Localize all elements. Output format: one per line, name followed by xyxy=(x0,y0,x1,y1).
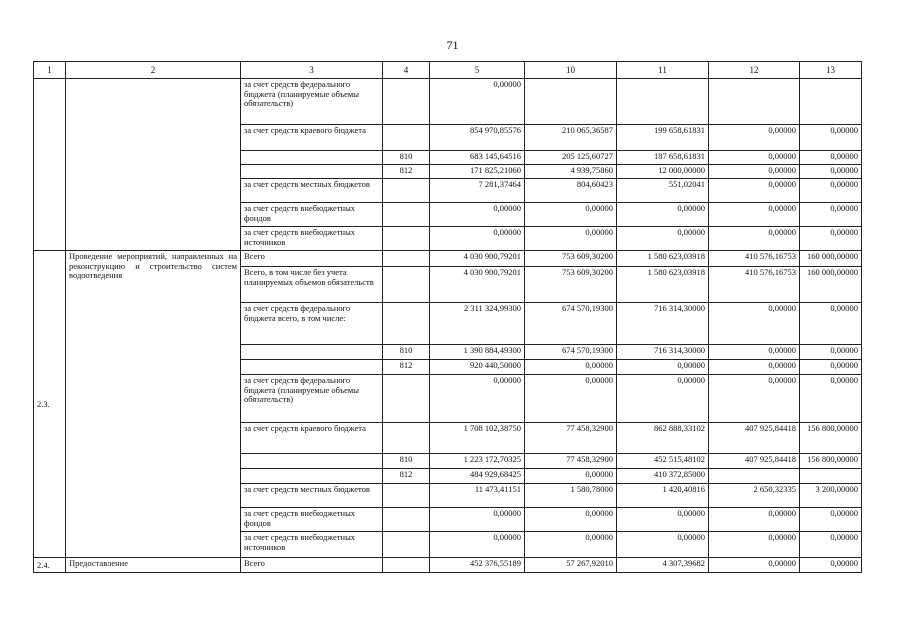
table-row xyxy=(34,251,862,267)
value-cell: 0,00000 xyxy=(800,558,862,573)
row-code xyxy=(383,179,430,203)
value-cell: 0,00000 xyxy=(525,203,617,227)
row-code xyxy=(383,484,430,508)
row-code xyxy=(383,375,430,423)
row-description: за счет средств федерального бюджета (планируемые объемы обязательств) xyxy=(241,375,383,423)
value-cell: 0,00000 xyxy=(617,360,709,375)
value-cell: 210 065,36587 xyxy=(525,125,617,151)
row-description: Всего xyxy=(241,251,383,267)
value-cell: 12 000,00000 xyxy=(617,165,709,179)
value-cell: 0,00000 xyxy=(525,532,617,558)
value-cell: 862 888,33102 xyxy=(617,423,709,454)
row-code xyxy=(383,125,430,151)
value-cell: 171 825,21060 xyxy=(430,165,525,179)
value-cell: 0,00000 xyxy=(709,508,800,532)
row-description: Всего, в том числе без учета планируемых объемов обязательств xyxy=(241,267,383,303)
value-cell: 0,00000 xyxy=(800,532,862,558)
value-cell: 156 800,00000 xyxy=(800,423,862,454)
value-cell: 0,00000 xyxy=(525,375,617,423)
value-cell: 4 307,39682 xyxy=(617,558,709,573)
section-number: 2.3. xyxy=(34,251,66,558)
value-cell: 407 925,84418 xyxy=(709,454,800,469)
value-cell: 0,00000 xyxy=(617,508,709,532)
value-cell: 0,00000 xyxy=(430,227,525,251)
value-cell: 0,00000 xyxy=(709,360,800,375)
value-cell: 187 658,61831 xyxy=(617,151,709,165)
value-cell: 7 281,37464 xyxy=(430,179,525,203)
value-cell xyxy=(800,469,862,484)
row-description xyxy=(241,165,383,179)
value-cell: 683 145,64516 xyxy=(430,151,525,165)
column-header: 13 xyxy=(800,62,862,79)
value-cell: 753 609,30200 xyxy=(525,267,617,303)
value-cell: 0,00000 xyxy=(430,532,525,558)
row-code: 812 xyxy=(383,469,430,484)
value-cell: 0,00000 xyxy=(617,227,709,251)
column-header: 11 xyxy=(617,62,709,79)
row-description: за счет средств федерального бюджета (планируемые объемы обязательств) xyxy=(241,79,383,125)
row-code: 812 xyxy=(383,165,430,179)
value-cell: 0,00000 xyxy=(800,345,862,360)
value-cell: 77 458,32900 xyxy=(525,423,617,454)
value-cell: 0,00000 xyxy=(800,151,862,165)
value-cell: 1 223 172,70325 xyxy=(430,454,525,469)
value-cell: 452 515,48102 xyxy=(617,454,709,469)
column-header: 10 xyxy=(525,62,617,79)
value-cell xyxy=(617,79,709,125)
value-cell: 0,00000 xyxy=(709,558,800,573)
value-cell: 0,00000 xyxy=(709,151,800,165)
value-cell: 0,00000 xyxy=(800,203,862,227)
table-row xyxy=(34,558,862,573)
value-cell: 0,00000 xyxy=(709,375,800,423)
row-description: за счет средств внебюджетных источников xyxy=(241,227,383,251)
value-cell: 484 929,68425 xyxy=(430,469,525,484)
value-cell: 0,00000 xyxy=(800,227,862,251)
row-code: 810 xyxy=(383,151,430,165)
row-code xyxy=(383,267,430,303)
value-cell: 753 609,30200 xyxy=(525,251,617,267)
row-description: за счет средств федерального бюджета всего, в том числе: xyxy=(241,303,383,345)
row-code xyxy=(383,508,430,532)
value-cell: 2 311 324,99300 xyxy=(430,303,525,345)
row-description: за счет средств внебюджетных источников xyxy=(241,532,383,558)
value-cell: 160 000,00000 xyxy=(800,267,862,303)
value-cell: 1 420,40816 xyxy=(617,484,709,508)
row-description: за счет средств внебюджетных фондов xyxy=(241,203,383,227)
value-cell: 0,00000 xyxy=(709,532,800,558)
value-cell: 854 970,85576 xyxy=(430,125,525,151)
header-row xyxy=(34,62,862,79)
value-cell xyxy=(800,79,862,125)
row-code xyxy=(383,303,430,345)
value-cell: 57 267,92010 xyxy=(525,558,617,573)
value-cell: 674 570,19300 xyxy=(525,303,617,345)
row-code xyxy=(383,79,430,125)
value-cell: 716 314,30000 xyxy=(617,345,709,360)
value-cell: 0,00000 xyxy=(800,303,862,345)
value-cell xyxy=(525,79,617,125)
value-cell: 4 030 900,79201 xyxy=(430,251,525,267)
row-code: 810 xyxy=(383,454,430,469)
value-cell: 0,00000 xyxy=(525,469,617,484)
section-name xyxy=(66,79,241,251)
column-header: 12 xyxy=(709,62,800,79)
row-description: за счет средств краевого бюджета xyxy=(241,125,383,151)
value-cell: 0,00000 xyxy=(800,508,862,532)
row-description: за счет средств местных бюджетов xyxy=(241,179,383,203)
value-cell: 0,00000 xyxy=(800,179,862,203)
value-cell: 410 576,16753 xyxy=(709,267,800,303)
budget-table xyxy=(33,61,862,573)
value-cell xyxy=(709,469,800,484)
row-code: 812 xyxy=(383,360,430,375)
row-code xyxy=(383,558,430,573)
value-cell: 0,00000 xyxy=(617,203,709,227)
value-cell: 920 440,50000 xyxy=(430,360,525,375)
value-cell: 11 473,41151 xyxy=(430,484,525,508)
value-cell: 0,00000 xyxy=(800,360,862,375)
row-description: за счет средств местных бюджетов xyxy=(241,484,383,508)
value-cell: 0,00000 xyxy=(800,375,862,423)
column-header: 5 xyxy=(430,62,525,79)
value-cell: 1 390 884,49300 xyxy=(430,345,525,360)
row-code xyxy=(383,203,430,227)
value-cell: 716 314,30000 xyxy=(617,303,709,345)
row-code xyxy=(383,227,430,251)
value-cell: 0,00000 xyxy=(800,165,862,179)
table-row xyxy=(34,79,862,125)
value-cell: 4 939,75860 xyxy=(525,165,617,179)
value-cell: 452 376,55189 xyxy=(430,558,525,573)
value-cell: 3 200,00000 xyxy=(800,484,862,508)
row-description: за счет средств краевого бюджета xyxy=(241,423,383,454)
value-cell xyxy=(709,79,800,125)
value-cell: 674 570,19300 xyxy=(525,345,617,360)
value-cell: 160 000,00000 xyxy=(800,251,862,267)
value-cell: 4 030 900,79201 xyxy=(430,267,525,303)
value-cell: 0,00000 xyxy=(709,179,800,203)
row-description xyxy=(241,469,383,484)
value-cell: 0,00000 xyxy=(709,165,800,179)
column-header: 1 xyxy=(34,62,66,79)
value-cell: 0,00000 xyxy=(709,345,800,360)
value-cell: 0,00000 xyxy=(525,360,617,375)
value-cell: 0,00000 xyxy=(617,375,709,423)
value-cell: 0,00000 xyxy=(709,125,800,151)
value-cell: 2 650,32335 xyxy=(709,484,800,508)
column-header: 3 xyxy=(241,62,383,79)
value-cell: 804,60423 xyxy=(525,179,617,203)
value-cell: 0,00000 xyxy=(800,125,862,151)
value-cell: 0,00000 xyxy=(525,508,617,532)
section-name: Предоставление xyxy=(66,558,241,573)
value-cell: 205 125,60727 xyxy=(525,151,617,165)
section-number: 2.4. xyxy=(34,558,66,573)
row-code xyxy=(383,423,430,454)
value-cell: 1 580,78000 xyxy=(525,484,617,508)
column-header: 4 xyxy=(383,62,430,79)
value-cell: 0,00000 xyxy=(709,227,800,251)
row-description xyxy=(241,151,383,165)
value-cell: 410 372,85000 xyxy=(617,469,709,484)
value-cell: 1 708 102,38750 xyxy=(430,423,525,454)
value-cell: 0,00000 xyxy=(430,375,525,423)
row-description: за счет средств внебюджетных фондов xyxy=(241,508,383,532)
row-description xyxy=(241,360,383,375)
value-cell: 0,00000 xyxy=(709,203,800,227)
row-code xyxy=(383,532,430,558)
value-cell: 199 658,61831 xyxy=(617,125,709,151)
value-cell: 77 458,32900 xyxy=(525,454,617,469)
row-code xyxy=(383,251,430,267)
value-cell: 0,00000 xyxy=(617,532,709,558)
value-cell: 0,00000 xyxy=(430,79,525,125)
value-cell: 0,00000 xyxy=(430,508,525,532)
column-header: 2 xyxy=(66,62,241,79)
value-cell: 551,02041 xyxy=(617,179,709,203)
row-description xyxy=(241,345,383,360)
value-cell: 1 580 623,03918 xyxy=(617,267,709,303)
value-cell: 0,00000 xyxy=(709,303,800,345)
row-description xyxy=(241,454,383,469)
page-number: 71 xyxy=(446,38,459,52)
section-name: Проведение мероприятий, направленных на реконструкцию и строительство систем водоотведения xyxy=(66,251,241,558)
row-description: Всего xyxy=(241,558,383,573)
value-cell: 1 580 623,03918 xyxy=(617,251,709,267)
value-cell: 0,00000 xyxy=(430,203,525,227)
section-number xyxy=(34,79,66,251)
value-cell: 0,00000 xyxy=(525,227,617,251)
value-cell: 410 576,16753 xyxy=(709,251,800,267)
value-cell: 407 925,84418 xyxy=(709,423,800,454)
row-code: 810 xyxy=(383,345,430,360)
value-cell: 156 800,00000 xyxy=(800,454,862,469)
